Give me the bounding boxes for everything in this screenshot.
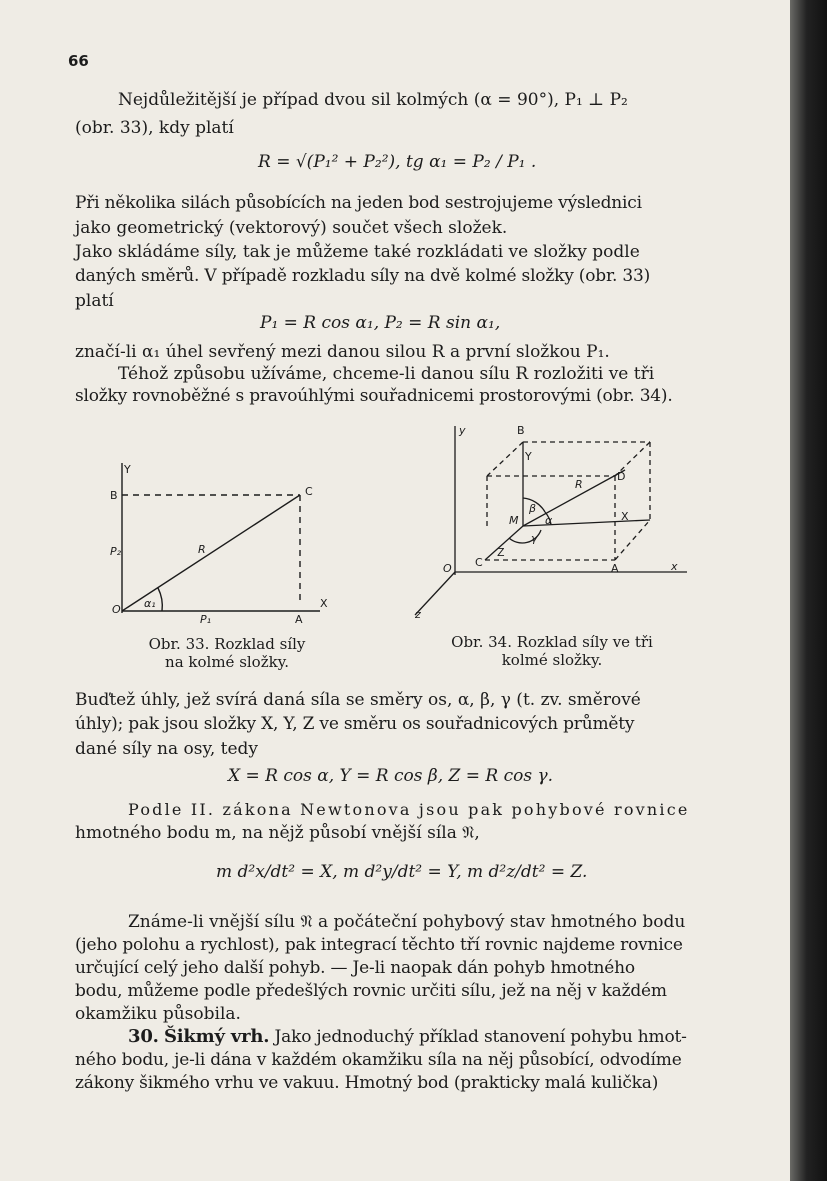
paragraph-5-line-1: Buďtež úhly, jež svírá daná síla se směry os, α, β, γ (t. zv. směrové bbox=[75, 690, 641, 710]
fig33-label-y: Y bbox=[124, 463, 131, 476]
paragraph-7-line-2: (jeho polohu a rychlost), pak integrací těchto tří rovnic najdeme rovnice bbox=[75, 935, 683, 955]
fig34-label-d: D bbox=[617, 470, 626, 483]
fig34-label-c: C bbox=[475, 556, 483, 569]
paragraph-4-line-3: složky rovnoběžné s pravoúhlými souřadnicemi prostorovými (obr. 34). bbox=[75, 386, 673, 406]
paragraph-4-line-2: Téhož způsobu užíváme, chceme-li danou sílu R rozložiti ve tři bbox=[118, 364, 655, 384]
fig33-label-alpha1: α₁ bbox=[144, 597, 156, 610]
paragraph-7-line-5: okamžiku působila. bbox=[75, 1004, 241, 1024]
formula-newton: m d²x/dt² = X, m d²y/dt² = Y, m d²z/dt² = Z. bbox=[216, 862, 588, 882]
paragraph-5-line-2: úhly); pak jsou složky X, Y, Z ve směru os souřadnicových průměty bbox=[75, 714, 635, 734]
fig34-label-xx: X bbox=[621, 510, 629, 523]
fig34-box-top-left bbox=[487, 442, 523, 476]
section-number: 30. bbox=[128, 1026, 159, 1047]
paragraph-5-line-3: dané síly na osy, tedy bbox=[75, 739, 259, 759]
section-30-line-2: ného bodu, je-li dána v každém okamžiku síla na něj působící, odvodíme bbox=[75, 1050, 682, 1070]
fig34-label-x: x bbox=[671, 560, 678, 573]
paragraph-4-line-1: značí-li α₁ úhel sevřený mezi danou silou R a první složkou P₁. bbox=[75, 342, 610, 362]
paragraph-6-line-1: Podle II. zákona Newtonova jsou pak pohybové rovnice bbox=[128, 800, 690, 819]
fig34-label-beta: β bbox=[529, 502, 537, 515]
paragraph-3-line-2: daných směrů. V případě rozkladu síly na dvě kolmé složky (obr. 33) bbox=[75, 266, 651, 286]
fig33-caption-line-1: Obr. 33. Rozklad síly bbox=[148, 635, 306, 653]
paragraph-2-line-1: Při několika silách působících na jeden bod sestrojujeme výslednici bbox=[75, 193, 642, 213]
fig34-label-o: O bbox=[443, 562, 452, 575]
paragraph-6-line-2: hmotného bodu m, na nějž působí vnější síla 𝔑, bbox=[75, 823, 480, 843]
paragraph-3-line-1: Jako skládáme síly, tak je můžeme také rozkládati ve složky podle bbox=[75, 242, 640, 262]
fig33-label-x: X bbox=[320, 597, 328, 610]
fig34-vector-r bbox=[523, 470, 625, 526]
fig33-label-p1: P₁ bbox=[200, 613, 212, 626]
fig34-label-alpha: α bbox=[545, 514, 553, 527]
paragraph-1-line-1: Nejdůležitější je případ dvou sil kolmých (α = 90°), P₁ ⊥ P₂ bbox=[118, 90, 628, 110]
fig33-label-c: C bbox=[305, 485, 313, 498]
paragraph-7-line-4: bodu, můžeme podle předešlých rovnic určiti sílu, jež na něj v každém bbox=[75, 981, 667, 1001]
fig34-label-r: R bbox=[575, 478, 583, 491]
paragraph-7-line-3: určující celý jeho další pohyb. — Je-li naopak dán pohyb hmotného bbox=[75, 958, 635, 978]
fig34-vector-x bbox=[523, 520, 650, 526]
fig33-vector-r bbox=[122, 495, 300, 611]
fig34-caption-line-2: kolmé složky. bbox=[501, 651, 603, 669]
fig34-label-yy: Y bbox=[525, 450, 532, 463]
fig34-box-bottom-right bbox=[615, 520, 650, 560]
page-number: 66 bbox=[68, 52, 89, 70]
fig33-label-r: R bbox=[198, 543, 206, 556]
fig34-caption-line-1: Obr. 34. Rozklad síly ve tři bbox=[451, 633, 653, 651]
formula-direction-cosines: X = R cos α, Y = R cos β, Z = R cos γ. bbox=[228, 766, 554, 786]
figure-33 bbox=[100, 455, 350, 630]
fig34-label-a: A bbox=[611, 562, 619, 575]
fig33-label-b: B bbox=[110, 489, 118, 502]
fig33-label-a: A bbox=[295, 613, 303, 626]
paragraph-2-line-2: jako geometrický (vektorový) součet všech složek. bbox=[75, 218, 508, 238]
figure-34-caption bbox=[418, 633, 686, 669]
fig34-label-b: B bbox=[517, 424, 525, 437]
fig33-label-o: O bbox=[112, 603, 121, 616]
fig33-caption-line-2: na kolmé složky. bbox=[165, 653, 289, 671]
book-spine-shadow bbox=[790, 0, 827, 1181]
paragraph-3-line-3: platí bbox=[75, 291, 114, 311]
section-30-line-3: zákony šikmého vrhu ve vakuu. Hmotný bod (prakticky malá kulička) bbox=[75, 1073, 659, 1093]
fig34-label-gamma: γ bbox=[531, 532, 538, 545]
formula-resultant: R = √(P₁² + P₂²), tg α₁ = P₂ / P₁ . bbox=[258, 152, 537, 172]
figure-34 bbox=[405, 420, 705, 625]
formula-components: P₁ = R cos α₁, P₂ = R sin α₁, bbox=[260, 313, 501, 333]
fig34-label-m: M bbox=[509, 514, 519, 527]
figure-33-caption bbox=[112, 635, 342, 671]
paragraph-1-line-2: (obr. 33), kdy platí bbox=[75, 118, 234, 138]
fig33-angle-arc bbox=[158, 588, 162, 611]
fig34-label-z: Z bbox=[497, 546, 505, 559]
fig33-label-p2: P₂ bbox=[110, 545, 122, 558]
fig34-label-zz: z bbox=[415, 608, 421, 621]
fig34-label-y: y bbox=[459, 424, 466, 437]
fig34-z-axis bbox=[415, 572, 455, 615]
section-title: Šikmý vrh. bbox=[163, 1026, 270, 1047]
paragraph-7-line-1: Známe-li vnější sílu 𝔑 a počáteční pohybový stav hmotného bodu bbox=[128, 912, 686, 932]
section-30-text-1: Jako jednoduchý příklad stanovení pohybu hmot- bbox=[274, 1027, 687, 1047]
section-30-line-1 bbox=[128, 1026, 728, 1048]
